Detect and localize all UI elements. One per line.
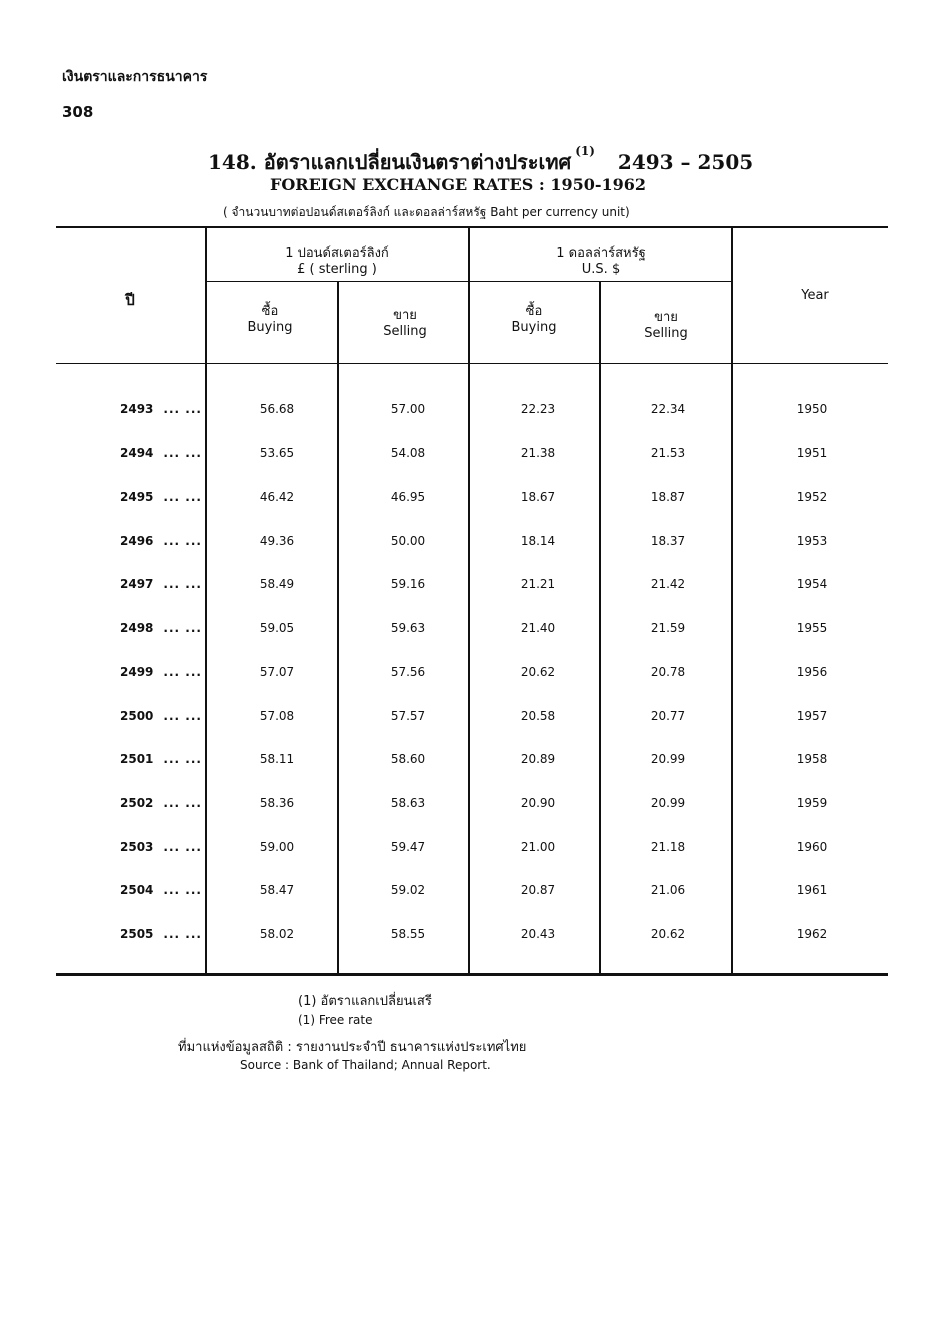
usd-buying-cell: 21.40 <box>520 621 556 635</box>
table-top-rule <box>56 226 888 228</box>
leader-dots: ... ... <box>163 709 202 723</box>
title-footnote-mark: (1) <box>575 144 595 158</box>
usd-selling-cell: 20.99 <box>650 796 686 810</box>
header-year: Year <box>801 288 829 303</box>
usd-buying-cell: 22.23 <box>520 402 556 416</box>
gbp-buying-cell: 59.05 <box>259 621 295 635</box>
leader-dots: ... ... <box>163 621 202 635</box>
thai-year-cell: 2494 <box>120 446 154 460</box>
table-title <box>208 146 753 178</box>
usd-selling-cell: 20.62 <box>650 927 686 941</box>
thai-year-cell: 2497 <box>120 577 154 591</box>
usd-selling-cell: 20.77 <box>650 709 686 723</box>
header-usd-buying <box>484 304 584 336</box>
header-sterling-en: £ ( sterling ) <box>297 262 377 277</box>
title-years: 2493 – 2505 <box>617 150 754 174</box>
gbp-buying-cell: 58.36 <box>259 796 295 810</box>
selling-thai-label: ขาย <box>654 310 678 325</box>
usd-selling-cell: 21.59 <box>650 621 686 635</box>
gbp-buying-cell: 58.49 <box>259 577 295 591</box>
thai-year-cell: 2504 <box>120 883 154 897</box>
thai-year-cell: 2495 <box>120 490 154 504</box>
group-divider-usd <box>470 281 732 282</box>
usd-buying-cell: 21.00 <box>520 840 556 854</box>
gbp-selling-cell: 59.02 <box>390 883 426 897</box>
table-subtitle: FOREIGN EXCHANGE RATES : 1950-1962 <box>270 175 647 194</box>
header-sterling-thai: 1 ปอนด์สเตอร์ลิงก์ <box>285 246 389 261</box>
header-usd <box>470 246 732 278</box>
header-usd-selling <box>616 310 716 342</box>
unit-note: ( จำนวนบาทต่อปอนด์สเตอร์ลิงก์ และดอลล่าร์สหรัฐ Baht per currency unit) <box>223 205 630 219</box>
buying-en-label: Buying <box>511 320 557 335</box>
thai-year-cell: 2501 <box>120 752 154 766</box>
leader-dots: ... ... <box>163 883 202 897</box>
table-row <box>0 840 941 860</box>
buying-thai-label: ซื้อ <box>261 304 279 319</box>
usd-selling-cell: 18.87 <box>650 490 686 504</box>
usd-buying-cell: 20.62 <box>520 665 556 679</box>
gbp-buying-cell: 53.65 <box>259 446 295 460</box>
gbp-buying-cell: 57.08 <box>259 709 295 723</box>
year-cell: 1951 <box>796 446 828 460</box>
header-gbp-buying <box>220 304 320 336</box>
leader-dots: ... ... <box>163 446 202 460</box>
year-cell: 1954 <box>796 577 828 591</box>
table-row <box>0 665 941 685</box>
usd-selling-cell: 21.42 <box>650 577 686 591</box>
usd-buying-cell: 20.43 <box>520 927 556 941</box>
table-row <box>0 927 941 947</box>
gbp-selling-cell: 59.47 <box>390 840 426 854</box>
buying-thai-label: ซื้อ <box>525 304 543 319</box>
thai-year-cell: 2496 <box>120 534 154 548</box>
table-row <box>0 883 941 903</box>
table-row <box>0 402 941 422</box>
leader-dots: ... ... <box>163 927 202 941</box>
year-cell: 1958 <box>796 752 828 766</box>
table-row <box>0 621 941 641</box>
leader-dots: ... ... <box>163 752 202 766</box>
gbp-buying-cell: 56.68 <box>259 402 295 416</box>
year-cell: 1960 <box>796 840 828 854</box>
year-cell: 1959 <box>796 796 828 810</box>
table-row <box>0 490 941 510</box>
footnote-thai: (1) อัตราแลกเปลี่ยนเสรี <box>298 994 432 1009</box>
gbp-selling-cell: 58.60 <box>390 752 426 766</box>
year-cell: 1956 <box>796 665 828 679</box>
table-row <box>0 752 941 772</box>
header-gbp-selling <box>355 308 455 340</box>
usd-buying-cell: 18.14 <box>520 534 556 548</box>
leader-dots: ... ... <box>163 534 202 548</box>
year-cell: 1953 <box>796 534 828 548</box>
table-number: 148. <box>208 150 257 174</box>
gbp-selling-cell: 58.63 <box>390 796 426 810</box>
leader-dots: ... ... <box>163 665 202 679</box>
leader-dots: ... ... <box>163 402 202 416</box>
gbp-selling-cell: 50.00 <box>390 534 426 548</box>
usd-buying-cell: 20.58 <box>520 709 556 723</box>
usd-selling-cell: 22.34 <box>650 402 686 416</box>
gbp-selling-cell: 46.95 <box>390 490 426 504</box>
usd-buying-cell: 21.21 <box>520 577 556 591</box>
gbp-buying-cell: 58.47 <box>259 883 295 897</box>
year-cell: 1952 <box>796 490 828 504</box>
usd-buying-cell: 20.89 <box>520 752 556 766</box>
thai-year-cell: 2499 <box>120 665 154 679</box>
usd-buying-cell: 18.67 <box>520 490 556 504</box>
title-thai: อัตราแลกเปลี่ยนเงินตราต่างประเทศ <box>263 150 572 174</box>
year-cell: 1962 <box>796 927 828 941</box>
thai-year-cell: 2503 <box>120 840 154 854</box>
gbp-buying-cell: 58.11 <box>259 752 295 766</box>
gbp-selling-cell: 57.00 <box>390 402 426 416</box>
header-usd-thai: 1 ดอลล่าร์สหรัฐ <box>556 246 646 261</box>
leader-dots: ... ... <box>163 577 202 591</box>
usd-selling-cell: 21.06 <box>650 883 686 897</box>
thai-year-cell: 2498 <box>120 621 154 635</box>
gbp-buying-cell: 46.42 <box>259 490 295 504</box>
table-row <box>0 446 941 466</box>
usd-selling-cell: 20.78 <box>650 665 686 679</box>
leader-dots: ... ... <box>163 840 202 854</box>
gbp-selling-cell: 59.63 <box>390 621 426 635</box>
gbp-buying-cell: 57.07 <box>259 665 295 679</box>
gbp-selling-cell: 54.08 <box>390 446 426 460</box>
leader-dots: ... ... <box>163 796 202 810</box>
year-cell: 1950 <box>796 402 828 416</box>
header-thai-year: ปี <box>125 291 135 309</box>
gbp-buying-cell: 58.02 <box>259 927 295 941</box>
table-row <box>0 796 941 816</box>
usd-selling-cell: 20.99 <box>650 752 686 766</box>
thai-year-cell: 2500 <box>120 709 154 723</box>
usd-selling-cell: 21.18 <box>650 840 686 854</box>
gbp-buying-cell: 49.36 <box>259 534 295 548</box>
table-bottom-rule <box>56 973 888 976</box>
page-number: 308 <box>62 103 94 121</box>
leader-dots: ... ... <box>163 490 202 504</box>
gbp-selling-cell: 57.57 <box>390 709 426 723</box>
gbp-selling-cell: 59.16 <box>390 577 426 591</box>
selling-en-label: Selling <box>644 326 688 341</box>
selling-en-label: Selling <box>383 324 427 339</box>
thai-year-cell: 2502 <box>120 796 154 810</box>
gbp-selling-cell: 57.56 <box>390 665 426 679</box>
usd-selling-cell: 18.37 <box>650 534 686 548</box>
year-cell: 1961 <box>796 883 828 897</box>
usd-buying-cell: 20.87 <box>520 883 556 897</box>
column-rule <box>468 228 470 973</box>
gbp-buying-cell: 59.00 <box>259 840 295 854</box>
header-sterling <box>206 246 468 278</box>
source-en: Source : Bank of Thailand; Annual Report. <box>240 1058 491 1072</box>
selling-thai-label: ขาย <box>393 308 417 323</box>
usd-selling-cell: 21.53 <box>650 446 686 460</box>
thai-year-cell: 2493 <box>120 402 154 416</box>
thai-year-cell: 2505 <box>120 927 154 941</box>
source-thai: ที่มาแห่งข้อมูลสถิติ : รายงานประจำปี ธนาคารแห่งประเทศไทย <box>178 1040 527 1055</box>
buying-en-label: Buying <box>247 320 293 335</box>
footnote-en: (1) Free rate <box>298 1013 373 1027</box>
table-row <box>0 577 941 597</box>
header-usd-en: U.S. $ <box>581 262 621 277</box>
gbp-selling-cell: 58.55 <box>390 927 426 941</box>
table-row <box>0 709 941 729</box>
table-row <box>0 534 941 554</box>
year-cell: 1957 <box>796 709 828 723</box>
usd-buying-cell: 21.38 <box>520 446 556 460</box>
year-cell: 1955 <box>796 621 828 635</box>
running-head: เงินตราและการธนาคาร <box>62 69 208 85</box>
column-rule <box>205 228 207 973</box>
usd-buying-cell: 20.90 <box>520 796 556 810</box>
header-bottom-rule <box>56 363 888 364</box>
column-rule <box>731 228 733 973</box>
